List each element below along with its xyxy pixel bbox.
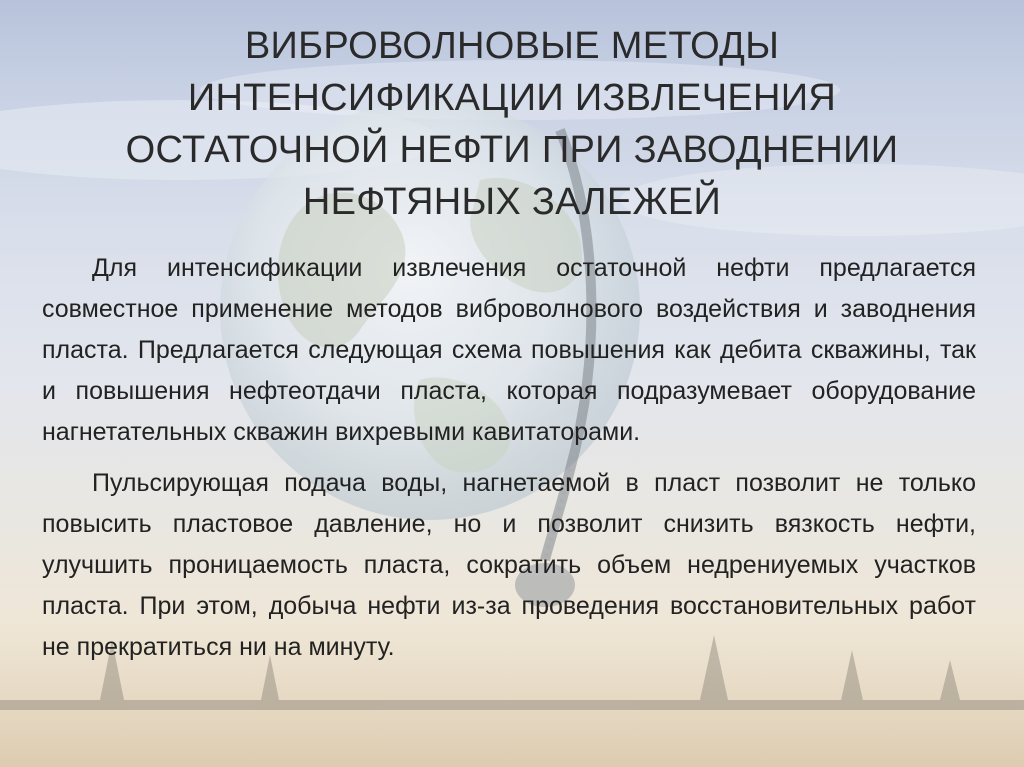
slide-title: ВИБРОВОЛНОВЫЕ МЕТОДЫ ИНТЕНСИФИКАЦИИ ИЗВЛЕЧЕНИЯ ОСТАТОЧНОЙ НЕФТИ ПРИ ЗАВОДНЕНИИ НЕФТЯНЫХ ЗАЛЕЖЕЙ [125,25,899,223]
slide-body [42,248,976,678]
paragraph-1: Для интенсификации извлечения остаточной нефти предлагается совместное применение методов виброволнового воздействия и заводнения пласта. Предлагается следующая схема повышения как дебита скважины, так и повышения нефтеотдачи пласта, которая подразумевает оборудование нагнетательных скважин вихревыми кавитаторами. [42,254,976,446]
paragraph-2: Пульсирующая подача воды, нагнетаемой в пласт позволит не только повысить пластовое давление, но и позволит снизить вязкость нефти, улучшить проницаемость пласта, сократить объем недрениуемых участков пласта. При этом, добыча нефти из-за проведения восстановительных работ не прекратиться ни на минуту. [42,469,976,661]
